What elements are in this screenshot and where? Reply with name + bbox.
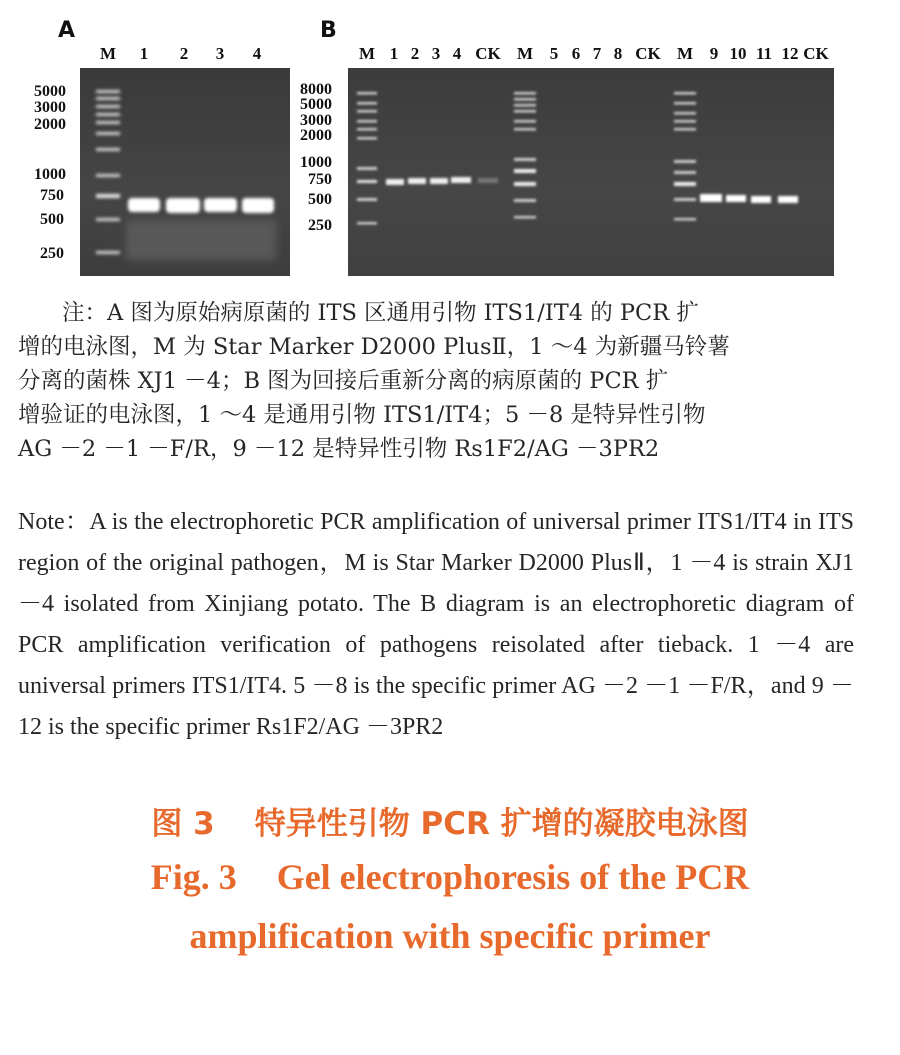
size-label: 8000 (300, 81, 332, 98)
sample-band-10 (726, 195, 746, 202)
caption-english-line1 (0, 856, 900, 898)
size-label: 3000 (34, 99, 66, 116)
ladder-band (357, 102, 377, 105)
lane-label: 6 (571, 44, 581, 63)
lane-label: 10 (729, 44, 747, 63)
ladder-band (514, 120, 536, 123)
ladder-band (674, 198, 696, 201)
ladder-band (357, 222, 377, 225)
ladder-band (674, 112, 696, 115)
ladder-band (674, 120, 696, 123)
sample-band-1 (128, 198, 160, 212)
ladder-band (674, 218, 696, 221)
ladder-band (514, 104, 536, 107)
lane-label: CK (803, 44, 829, 63)
lane-label: 3 (431, 44, 441, 63)
sample-bands-a (126, 198, 276, 260)
ladder-band (96, 97, 120, 100)
panel-b-label: B (320, 18, 337, 43)
lane-label: M (676, 44, 694, 63)
lane-label: 7 (592, 44, 602, 63)
ladder-band (357, 198, 377, 201)
caption-chinese (0, 798, 900, 843)
ladder-band (357, 137, 377, 140)
panel-a-label: A (58, 18, 76, 43)
lane-label: 12 (781, 44, 799, 63)
lane-label: 9 (709, 44, 719, 63)
size-label: 250 (308, 217, 332, 234)
panel-a-lane-labels (80, 44, 290, 64)
lane-smear (126, 220, 276, 260)
gel-image-b (348, 68, 834, 276)
note-english: Note：A is the electrophoretic PCR amplification of universal primer ITS1/IT4 in ITS region of the original pathogen，M is Star Marker D2000 PlusⅡ，1 －4 is strain XJ1 －4 isolated from Xinjiang potato. The B diagram is an electrophoretic diagram of PCR amplification verification of pathogens reisolated after tieback. 1 －4 are universal primers ITS1/IT4. 5 －8 is the specific primer AG －2 －1 －F/R，and 9 －12 is the specific primer Rs1F2/AG －3PR2 (18, 509, 854, 740)
ladder-band (514, 182, 536, 186)
ladder-band (514, 128, 536, 131)
note-zh-line: 增的电泳图，M 为 Star Marker D2000 PlusⅡ，1 ～4 为新疆马铃薯 (18, 334, 730, 360)
ladder-band (674, 128, 696, 131)
sample-band-4 (242, 198, 274, 213)
lane-label: 1 (139, 44, 149, 63)
ladder-band (96, 251, 120, 254)
size-label: 1000 (300, 154, 332, 171)
size-label: 250 (40, 245, 64, 262)
note-zh-line: 分离的菌株 XJ1 －4；B 图为回接后重新分离的病原菌的 PCR 扩 (18, 368, 669, 394)
caption-zh-title: 特异性引物 PCR 扩增的凝胶电泳图 (254, 806, 749, 842)
sample-band-12 (778, 196, 798, 203)
ladder-band (357, 110, 377, 113)
size-label: 750 (308, 171, 332, 188)
note-zh-line: AG －2 －1 －F/R，9 －12 是特异性引物 Rs1F2/AG －3PR2 (18, 436, 660, 462)
sample-band-ck (478, 178, 498, 183)
ladder-band (514, 110, 536, 113)
lane-label: 11 (755, 44, 773, 63)
lane-label: M (358, 44, 376, 63)
caption-en-title-1: Gel electrophoresis of the PCR (276, 857, 750, 897)
ladder-band (514, 216, 536, 219)
ladder-band (514, 169, 536, 173)
size-label: 3000 (300, 112, 332, 129)
lane-label: 8 (613, 44, 623, 63)
gel-image-a (80, 68, 290, 276)
lane-label: CK (635, 44, 661, 63)
ladder-band (514, 98, 536, 101)
note-zh-line (18, 296, 854, 330)
caption-english-line2: amplification with specific primer (189, 916, 711, 956)
lane-label: M (516, 44, 534, 63)
ladder-band (357, 167, 377, 170)
ladder-band (357, 120, 377, 123)
sample-band-3 (204, 198, 237, 212)
sample-band-4 (451, 177, 471, 183)
lane-label: 3 (215, 44, 225, 63)
ladder-band (514, 92, 536, 95)
ladder-band (674, 92, 696, 95)
lane-label: 5 (549, 44, 559, 63)
ladder-band (96, 148, 120, 151)
ladder-band (357, 128, 377, 131)
lane-label: 4 (452, 44, 462, 63)
ladder-band (674, 182, 696, 186)
ladder-band (674, 160, 696, 163)
gel-b-bands (348, 68, 834, 276)
sample-band-2 (408, 178, 426, 184)
gel-a-bands (80, 68, 290, 276)
sample-band-3 (430, 178, 448, 184)
lane-label: 2 (410, 44, 420, 63)
note-zh-text: 注：A 图为原始病原菌的 ITS 区通用引物 ITS1/IT4 的 PCR 扩 (62, 300, 699, 326)
caption-en-number: Fig. 3 (150, 857, 237, 897)
size-label: 500 (40, 211, 64, 228)
size-label: 750 (40, 187, 64, 204)
ladder-band (674, 102, 696, 105)
lane-label: 4 (252, 44, 262, 63)
lane-label: 1 (389, 44, 399, 63)
marker-ladder-b1 (357, 92, 377, 225)
lane-label: CK (475, 44, 501, 63)
panel-b-lane-labels (348, 44, 834, 64)
size-label: 5000 (300, 96, 332, 113)
ladder-band (96, 105, 120, 108)
panel-a-size-labels (34, 68, 78, 276)
sample-band-2 (166, 198, 200, 213)
ladder-band (674, 171, 696, 174)
size-label: 500 (308, 191, 332, 208)
sample-band-9 (700, 194, 722, 202)
size-label: 5000 (34, 83, 66, 100)
note-chinese (18, 296, 854, 466)
ladder-band (96, 90, 120, 93)
note-zh-line: 增验证的电泳图，1 ～4 是通用引物 ITS1/IT4；5 －8 是特异性引物 (18, 402, 706, 428)
ladder-band (357, 180, 377, 183)
ladder-band (96, 113, 120, 116)
sample-bands-b (386, 177, 798, 203)
ladder-band (96, 132, 120, 135)
ladder-band (96, 174, 120, 177)
lane-label: 2 (179, 44, 189, 63)
ladder-band (514, 199, 536, 202)
size-label: 2000 (300, 127, 332, 144)
size-label: 1000 (34, 166, 66, 183)
ladder-band (96, 121, 120, 124)
sample-band-1 (386, 179, 404, 185)
ladder-band (357, 92, 377, 95)
marker-ladder-b2 (514, 92, 536, 219)
marker-ladder-a (96, 90, 120, 254)
ladder-band (96, 194, 120, 198)
marker-ladder-b3 (674, 92, 696, 221)
caption-zh-number: 图 3 (151, 806, 215, 842)
panel-b-size-labels (300, 68, 346, 276)
ladder-band (514, 158, 536, 161)
ladder-band (96, 218, 120, 221)
sample-band-11 (751, 196, 771, 203)
size-label: 2000 (34, 116, 66, 133)
lane-label: M (99, 44, 117, 63)
